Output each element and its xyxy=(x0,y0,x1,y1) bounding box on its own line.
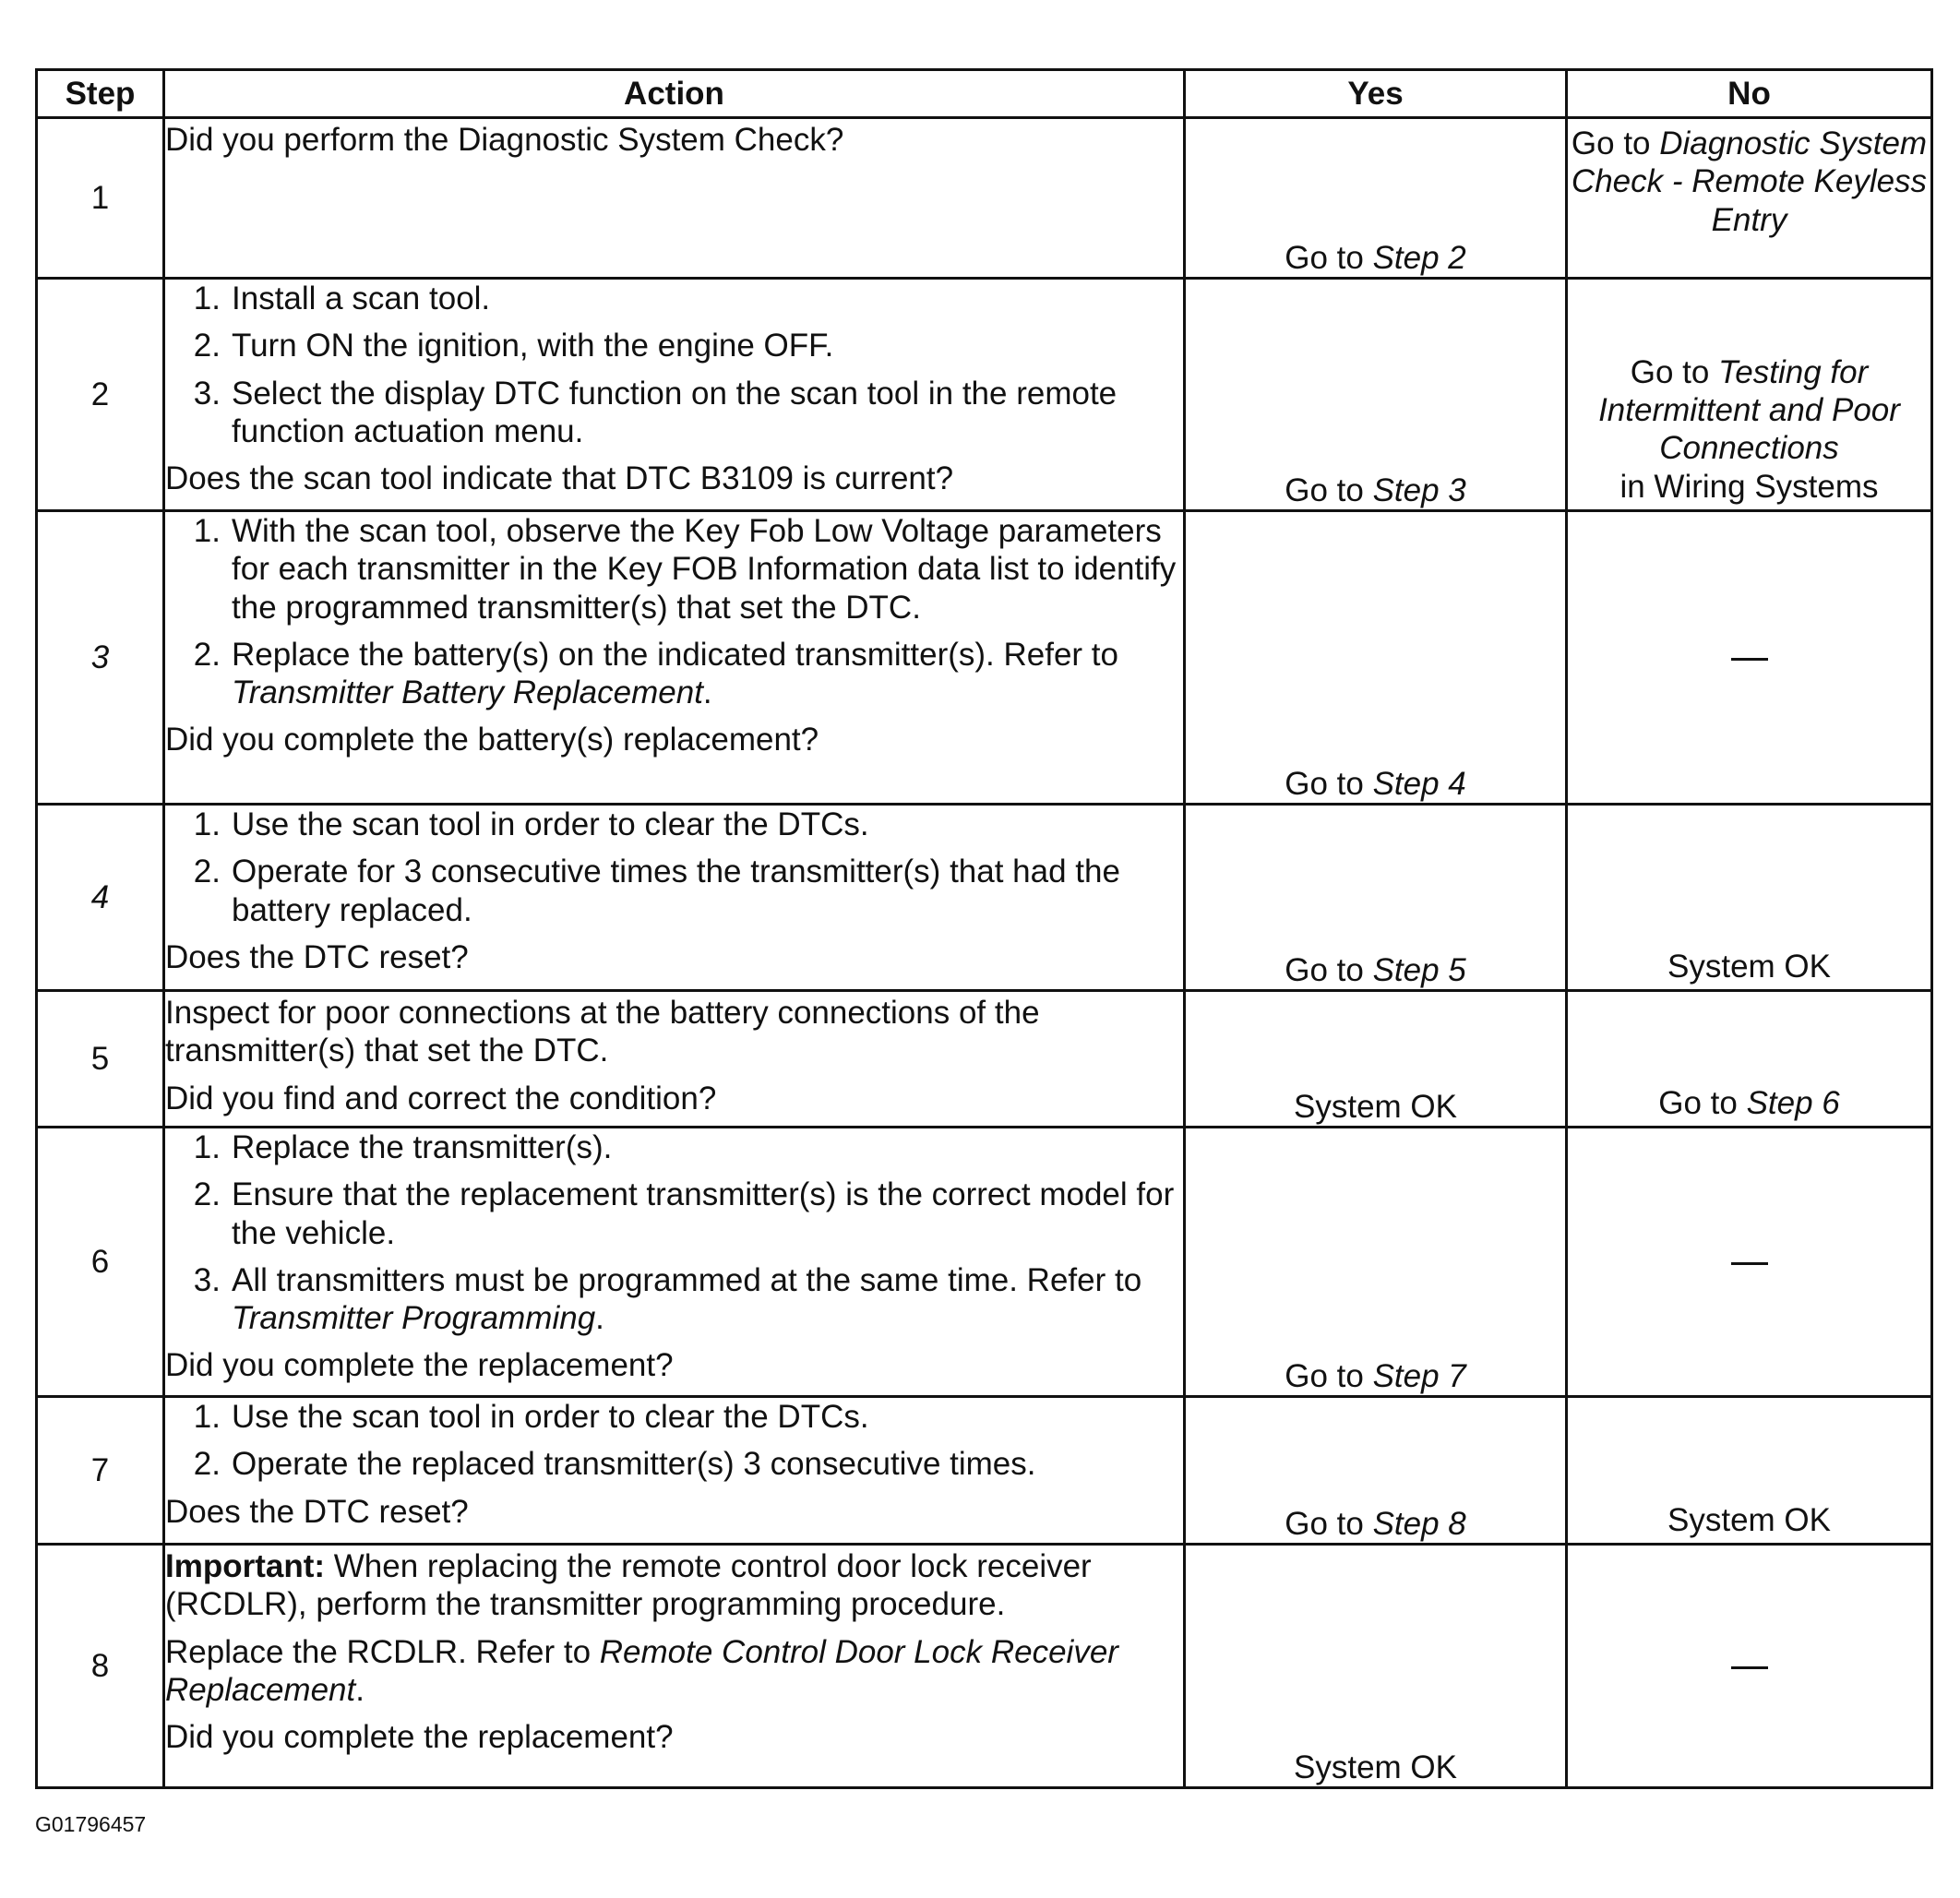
step-number: 3 xyxy=(37,511,164,805)
no-cell xyxy=(1567,511,1932,805)
important-note: Important: When replacing the remote control door lock receiver (RCDLR), perform the transmitter programming procedure. xyxy=(165,1548,1092,1623)
action-step-item: 3. Select the display DTC function on the scan tool in the remote function actuation menu. xyxy=(193,375,1117,449)
replace-instruction: Replace the RCDLR. Refer to Remote Control Door Lock Receiver Replacement. xyxy=(165,1633,1118,1708)
step-number: 2 xyxy=(37,279,164,511)
header-row xyxy=(37,70,1932,118)
action-question: Did you find and correct the condition? xyxy=(165,1080,717,1116)
yes-cell xyxy=(1185,1128,1567,1397)
no-procedure-link[interactable]: Diagnostic System Check - Remote Keyless Entry xyxy=(1571,125,1928,238)
yes-step-link[interactable]: Step 4 xyxy=(1372,765,1466,802)
action-cell xyxy=(164,1545,1185,1788)
yes-prefix: Go to xyxy=(1285,239,1373,276)
action-question: Does the scan tool indicate that DTC B3109 is current? xyxy=(165,460,954,497)
rcdlr-replacement-link[interactable]: Remote Control Door Lock Receiver Replacement xyxy=(165,1633,1118,1708)
yes-prefix: Go to xyxy=(1285,1357,1373,1394)
table-row xyxy=(37,1128,1932,1397)
no-cell: System OK xyxy=(1567,805,1932,991)
step-number: 5 xyxy=(37,991,164,1128)
yes-cell xyxy=(1185,279,1567,511)
action-cell xyxy=(164,1128,1185,1397)
action-question: Did you complete the replacement? xyxy=(165,1719,674,1756)
yes-step-link[interactable]: Step 3 xyxy=(1372,472,1466,508)
transmitter-programming-link[interactable]: Transmitter Programming xyxy=(232,1300,596,1337)
table-row xyxy=(37,1545,1932,1788)
yes-prefix: Go to xyxy=(1285,472,1373,508)
no-prefix: Go to xyxy=(1571,125,1660,161)
table-row xyxy=(37,511,1932,805)
action-cell xyxy=(164,991,1185,1128)
no-cell xyxy=(1567,118,1932,279)
action-steps xyxy=(165,806,1183,929)
no-suffix: in Wiring Systems xyxy=(1619,468,1879,505)
no-dash xyxy=(1731,658,1768,661)
action-step-item: 2. Operate the replaced transmitter(s) 3 consecutive times. xyxy=(193,1446,1036,1483)
yes-cell xyxy=(1185,118,1567,279)
yes-step-link[interactable]: Step 7 xyxy=(1372,1357,1466,1394)
header-yes: Yes xyxy=(1185,70,1567,118)
no-prefix: Go to xyxy=(1630,353,1719,390)
action-cell xyxy=(164,279,1185,511)
yes-prefix: Go to xyxy=(1285,765,1373,802)
yes-prefix: Go to xyxy=(1285,1505,1373,1542)
action-cell xyxy=(164,511,1185,805)
important-label: Important: xyxy=(165,1548,326,1584)
yes-cell: System OK xyxy=(1185,991,1567,1128)
diagnostic-table xyxy=(35,68,1933,1789)
header-action: Action xyxy=(164,70,1185,118)
yes-cell xyxy=(1185,1397,1567,1545)
action-steps xyxy=(165,512,1183,711)
action-question: Did you complete the battery(s) replacement? xyxy=(165,722,819,758)
no-step-link[interactable]: Step 6 xyxy=(1746,1084,1840,1121)
action-step-item: 1. Use the scan tool in order to clear the DTCs. xyxy=(193,806,869,842)
table-row xyxy=(37,805,1932,991)
action-question: Does the DTC reset? xyxy=(165,938,469,975)
no-cell xyxy=(1567,279,1932,511)
yes-cell: System OK xyxy=(1185,1545,1567,1788)
step-number: 8 xyxy=(37,1545,164,1788)
step-number: 1 xyxy=(37,118,164,279)
step-number: 4 xyxy=(37,805,164,991)
action-step-item: 3. All transmitters must be programmed at the same time. Refer to Transmitter Programming. xyxy=(193,1261,1142,1337)
table-row xyxy=(37,1397,1932,1545)
action-step-item: 1. Install a scan tool. xyxy=(193,281,491,316)
yes-prefix: Go to xyxy=(1285,951,1373,988)
action-step-item: 2. Ensure that the replacement transmitter(s) is the correct model for the vehicle. xyxy=(193,1176,1175,1251)
action-step-item: 2. Operate for 3 consecutive times the transmitter(s) that had the battery replaced. xyxy=(193,854,1120,928)
yes-step-link[interactable]: Step 2 xyxy=(1372,239,1466,276)
no-dash xyxy=(1731,1262,1768,1265)
no-procedure-link[interactable]: Testing for Intermittent and Poor Connections xyxy=(1598,353,1900,467)
yes-step-link[interactable]: Step 5 xyxy=(1372,951,1466,988)
action-step-item: 2. Turn ON the ignition, with the engine OFF. xyxy=(193,328,834,364)
step-number: 7 xyxy=(37,1397,164,1545)
header-no: No xyxy=(1567,70,1932,118)
action-step-item: 1. Replace the transmitter(s). xyxy=(193,1129,613,1165)
action-steps xyxy=(165,1398,1183,1484)
action-question: Did you perform the Diagnostic System Check? xyxy=(165,122,844,158)
header-step: Step xyxy=(37,70,164,118)
action-step-item: 1. With the scan tool, observe the Key Fob Low Voltage parameters for each transmitter in the Key FOB Information data list to identify the programmed transmitter(s) that set the DTC. xyxy=(193,513,1177,626)
no-cell xyxy=(1567,1128,1932,1397)
table-row xyxy=(37,118,1932,279)
no-dash xyxy=(1731,1666,1768,1669)
yes-step-link[interactable]: Step 8 xyxy=(1372,1505,1466,1542)
diagnostic-table-container xyxy=(35,68,1930,1789)
no-cell xyxy=(1567,1545,1932,1788)
action-cell xyxy=(164,1397,1185,1545)
yes-cell xyxy=(1185,805,1567,991)
action-question: Does the DTC reset? xyxy=(165,1493,469,1530)
table-row xyxy=(37,279,1932,511)
action-question: Did you complete the replacement? xyxy=(165,1347,674,1384)
action-intro: Inspect for poor connections at the battery connections of the transmitter(s) that set the DTC. xyxy=(165,995,1040,1069)
action-steps xyxy=(165,280,1183,450)
no-cell: System OK xyxy=(1567,1397,1932,1545)
step-number: 6 xyxy=(37,1128,164,1397)
action-cell xyxy=(164,118,1185,279)
action-steps xyxy=(165,1128,1183,1337)
no-prefix: Go to xyxy=(1658,1084,1747,1121)
figure-id: G01796457 xyxy=(35,1812,147,1836)
action-cell xyxy=(164,805,1185,991)
table-row xyxy=(37,991,1932,1128)
yes-cell xyxy=(1185,511,1567,805)
no-cell xyxy=(1567,991,1932,1128)
battery-replacement-link[interactable]: Transmitter Battery Replacement xyxy=(232,674,703,711)
action-step-item: 2. Replace the battery(s) on the indicated transmitter(s). Refer to Transmitter Battery Replacement. xyxy=(193,636,1118,711)
action-step-item: 1. Use the scan tool in order to clear the DTCs. xyxy=(193,1399,869,1435)
